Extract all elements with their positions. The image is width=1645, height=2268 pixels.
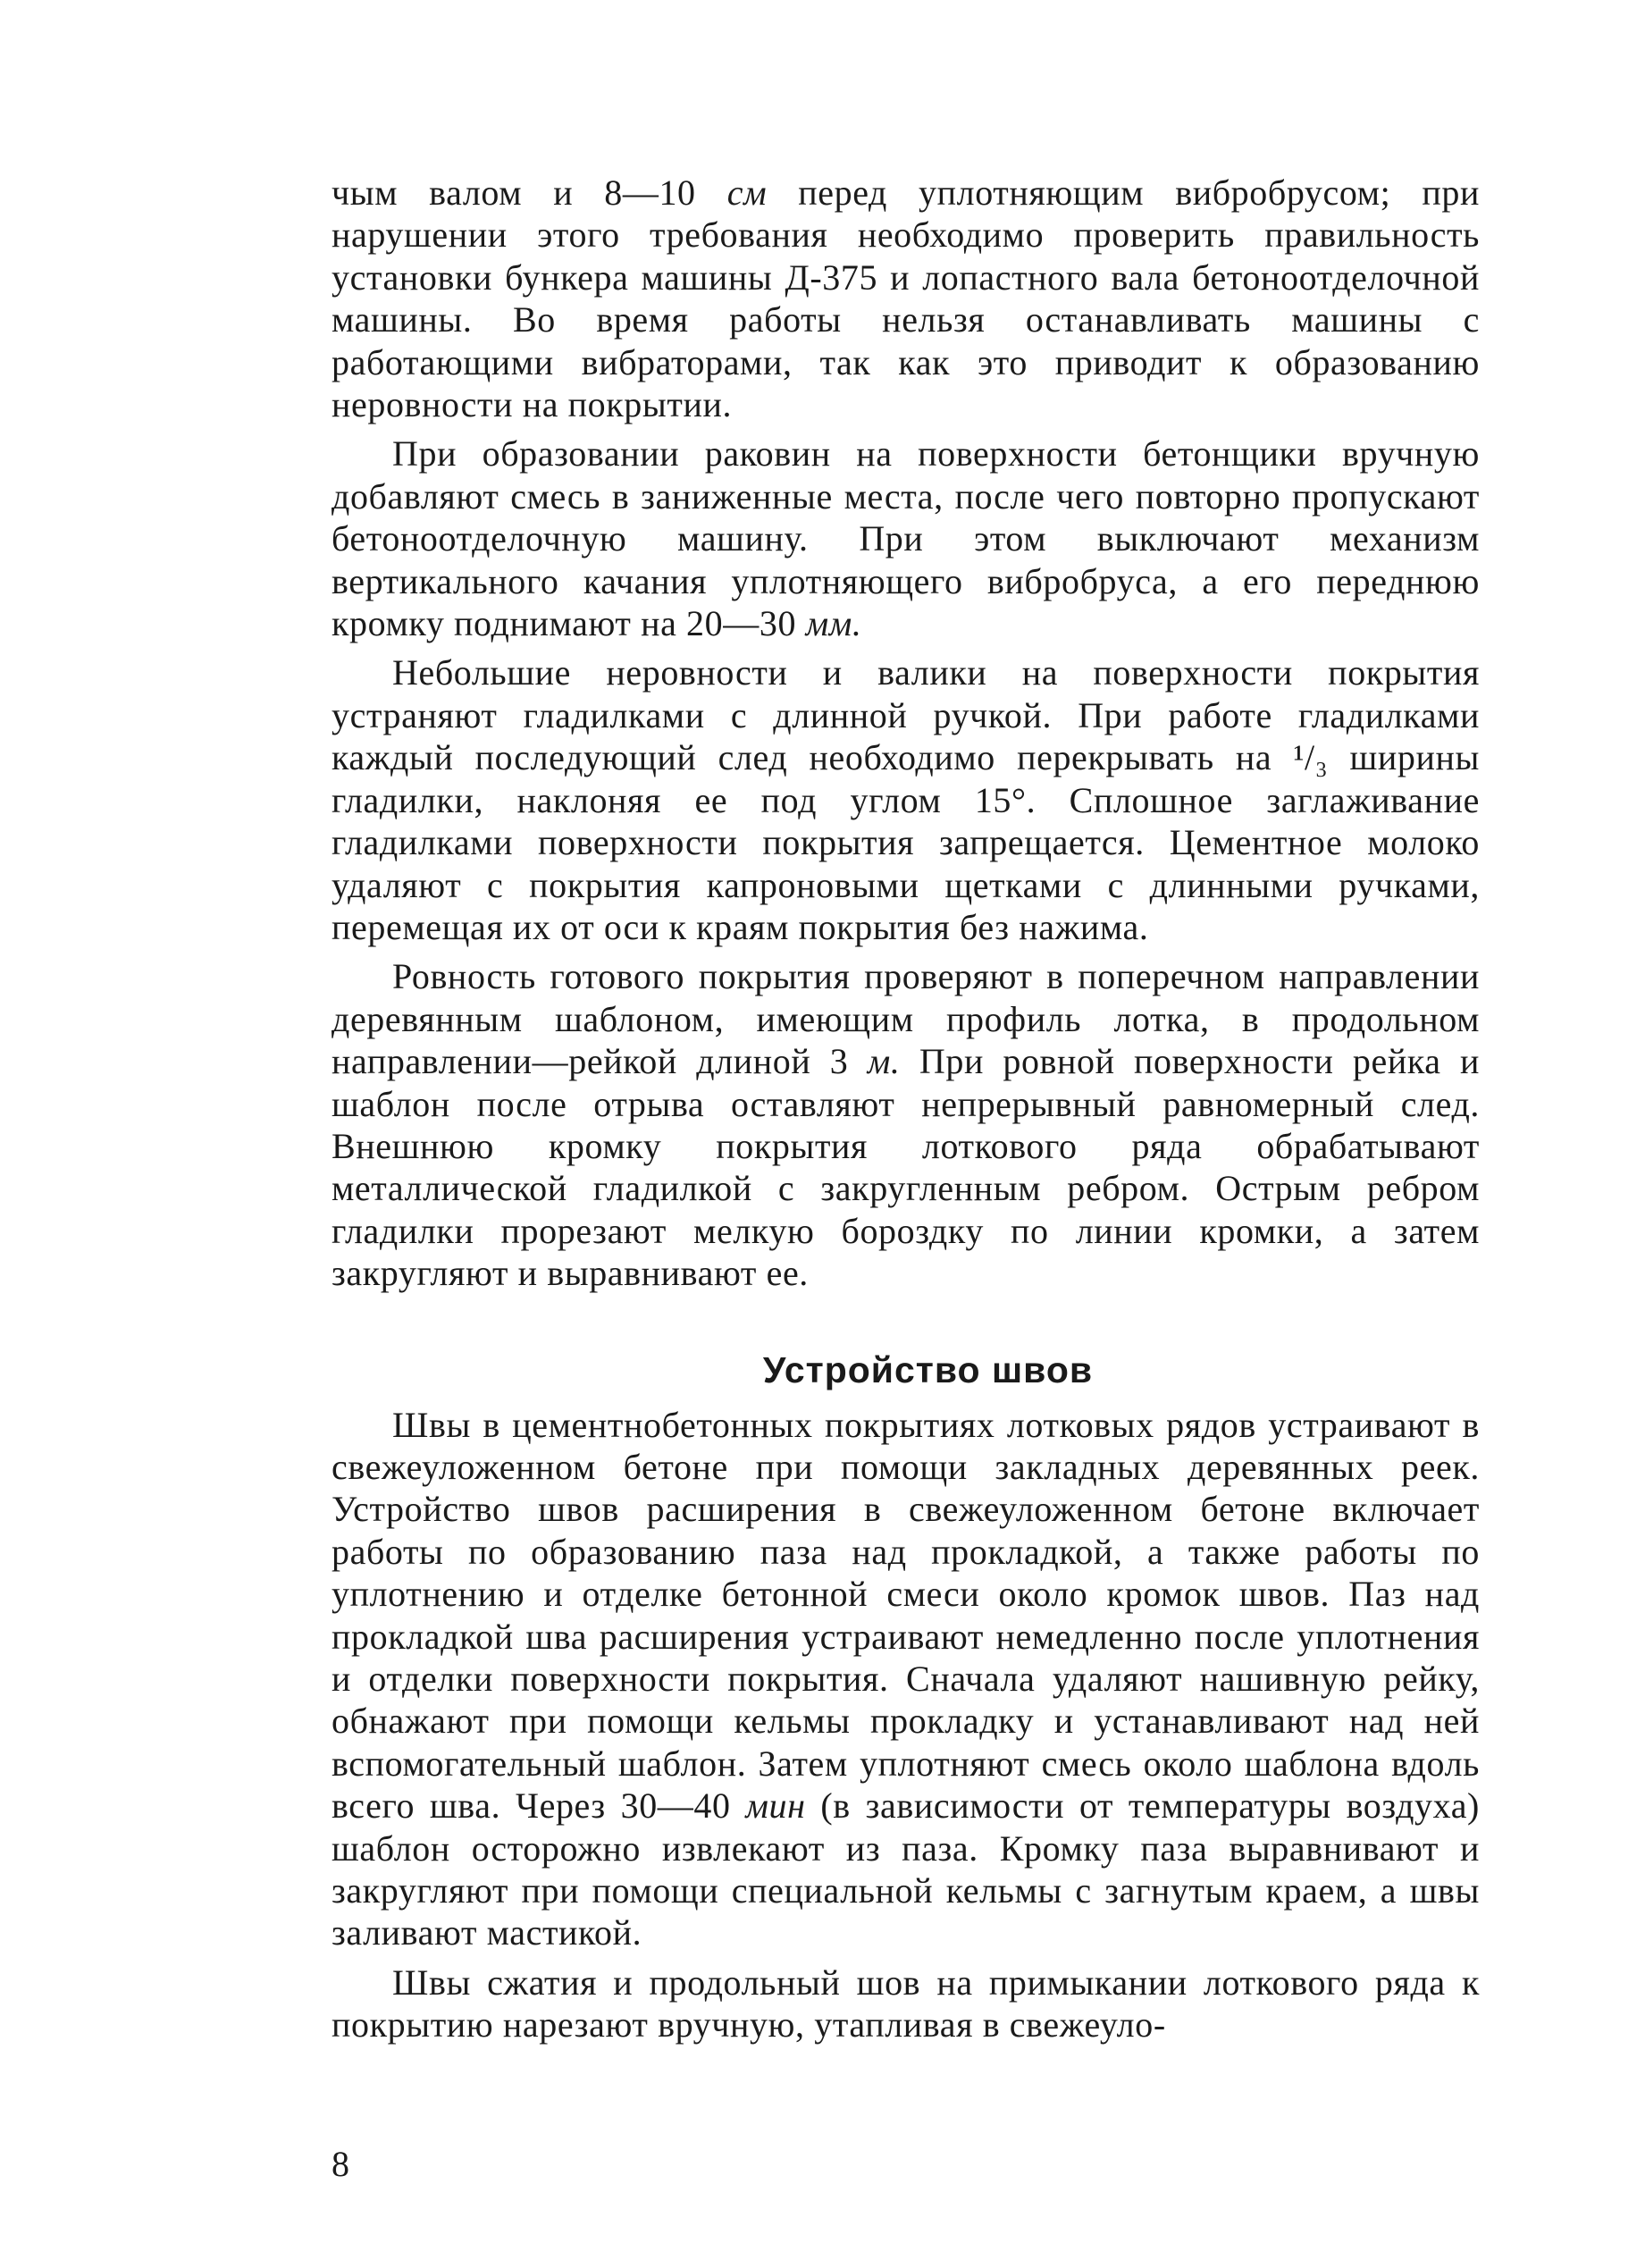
paragraph-text-segment: м.	[867, 1041, 901, 1082]
paragraph-text-segment: При ровной поверхности рейка и шаблон после отрыва оставляют непрерывный равномерный след. Внешнюю кромку покрытия лоткового ряда обрабатывают металлической гладилкой с закругленным ребром. Острым ребром гладилки прорезают мелкую бороздку по линии кромки, а затем закругляют и выравнивают ее.	[332, 1041, 1480, 1294]
paragraph-1	[332, 172, 1480, 425]
section-heading: Устройство швов	[762, 1348, 1094, 1390]
paragraph-5	[332, 1404, 1480, 1954]
paragraph-6	[332, 1961, 1480, 2046]
paragraph-3	[332, 651, 1480, 948]
paragraph-text-segment: Небольшие неровности и валики на поверхности покрытия устраняют гладилками с длинной ручкой. При работе гладилками каждый последующий след необходимо перекрывать на ¹/₃ ширины гладилки, наклоняя ее под углом 15°. Сплошное заглаживание гладилками поверхности покрытия запрещается. Цементное молоко удаляют с покрытия капроновыми щетками с длинными ручками, перемещая их от оси к краям покрытия без нажима.	[332, 652, 1480, 947]
paragraph-text-segment: Ровность готового покрытия проверяют в поперечном направлении деревянным шаблоном, имеющим профиль лотка, в продольном направлении—рейкой длиной 3	[332, 956, 1480, 1082]
page-number: 8	[332, 2144, 349, 2184]
paragraph-text-segment: Швы сжатия и продольный шов на примыкании лоткового ряда к покрытию нарезают вручную, утапливая в свежеуло-	[332, 1961, 1480, 2045]
paragraph-text-segment: перед уплотняющим вибробрусом; при нарушении этого требования необходимо проверить правильность установки бункера машины Д-375 и лопастного вала бетоноотделочной машины. Во время работы нельзя останавливать машины с работающими вибраторами, так как это приводит к образованию неровности на покрытии.	[332, 172, 1480, 425]
paragraph-text-segment: Швы в цементнобетонных покрытиях лотковых рядов устраивают в свежеуложенном бетоне при помощи закладных деревянных реек. Устройство швов расширения в свежеуложенном бетоне включает работы по образованию паза над прокладкой, а также работы по уплотнению и отделке бетонной смеси около кромок швов. Паз над прокладкой шва расширения устраивают немедленно после уплотнения и отделки поверхности покрытия. Сначала удаляют нашивную рейку, обнажают при помощи кельмы прокладку и устанавливают над ней вспомогательный шаблон. Затем уплотняют смесь около шаблона вдоль всего шва. Через 30—40	[332, 1404, 1480, 1827]
paragraph-text-segment: (в зависимости от температуры воздуха) шаблон осторожно извлекают из паза. Кромку паза выравнивают и закругляют при помощи специальной кельмы с загнутым краем, а швы заливают мастикой.	[332, 1785, 1480, 1953]
page-body	[332, 172, 1480, 2046]
paragraph-text-segment: мм.	[805, 603, 862, 644]
paragraph-text-segment: При образовании раковин на поверхности бетонщики вручную добавляют смесь в заниженные места, после чего повторно пропускают бетоноотделочную машину. При этом выключают механизм вертикального качания уплотняющего вибробруса, а его переднюю кромку поднимают на 20—30	[332, 433, 1480, 644]
paragraph-2	[332, 433, 1480, 644]
paragraph-4	[332, 955, 1480, 1294]
paragraph-text-segment: см	[726, 172, 768, 213]
paragraph-text-segment: чым валом и 8—10	[332, 172, 727, 213]
paragraph-text-segment: мин	[745, 1785, 806, 1827]
